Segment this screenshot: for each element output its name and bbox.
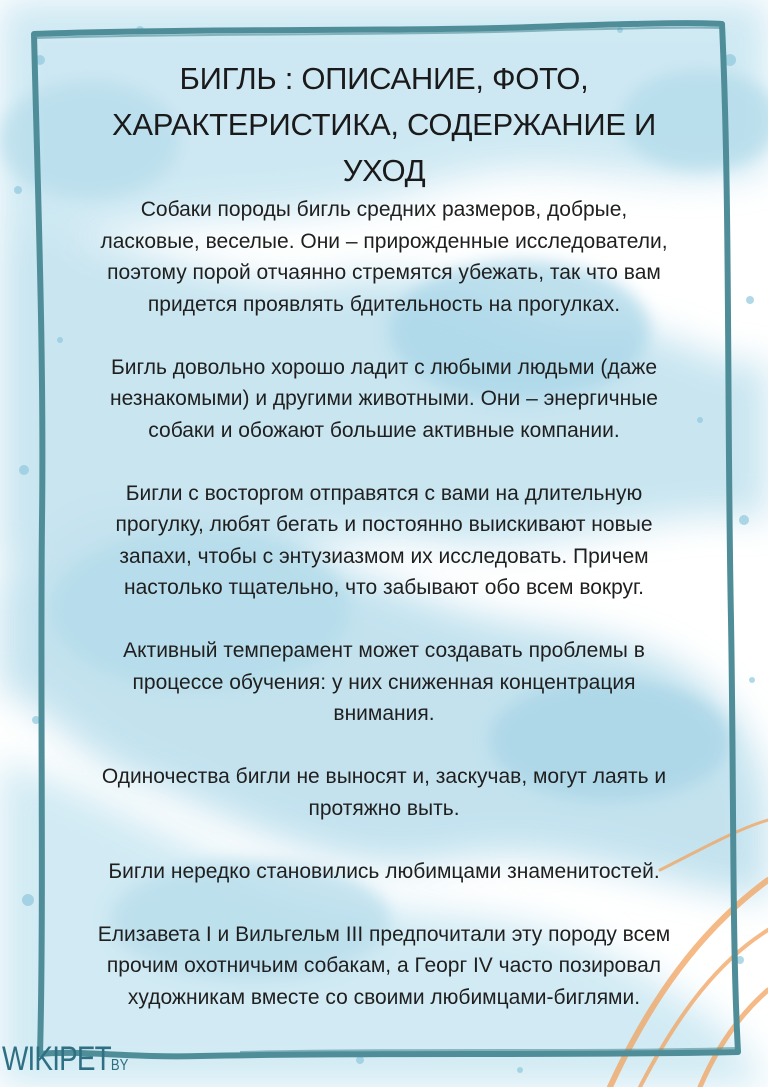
text-line: придется проявлять бдительность на прогулках. bbox=[147, 292, 621, 316]
paragraph-2 bbox=[60, 352, 708, 447]
text-line: прочим охотничьим собакам, а Георг IV часто позировал bbox=[106, 954, 662, 977]
text-line: внимания. bbox=[333, 702, 435, 725]
paragraph-3 bbox=[60, 478, 708, 604]
text-line: протяжно выть. bbox=[308, 796, 460, 820]
wikipet-logo bbox=[2, 1040, 128, 1079]
text-line: настолько тщательно, что забывают обо всем вокруг. bbox=[124, 576, 644, 599]
text-line: Бигли с восторгом отправятся с вами на длительную bbox=[125, 481, 643, 505]
text-line: Одиночества бигли не выносят и, заскучав, могут лаять и bbox=[101, 765, 667, 788]
paragraph-4 bbox=[60, 635, 708, 730]
text-line: Бигль довольно хорошо ладит с любыми людьми (даже bbox=[111, 355, 657, 379]
page-title bbox=[60, 56, 708, 194]
paragraph-6 bbox=[60, 856, 708, 888]
paragraph-gap bbox=[60, 824, 708, 856]
title-line-1: БИГЛЬ : ОПИСАНИЕ, ФОТО, bbox=[179, 61, 589, 96]
paragraph-gap bbox=[60, 446, 708, 478]
paragraph-gap bbox=[60, 604, 708, 636]
text-line: процессе обучения: у них сниженная концентрация bbox=[132, 670, 636, 694]
paragraph-5 bbox=[60, 761, 708, 824]
paragraph-gap bbox=[60, 887, 708, 919]
text-line: поэтому порой отчаянно стремятся убежать, так что вам bbox=[107, 261, 661, 284]
text-line: собаки и обожают большие активные компании. bbox=[148, 418, 620, 442]
paragraph-gap bbox=[60, 730, 708, 762]
paragraph-gap bbox=[60, 320, 708, 352]
logo-main: WIKIPET bbox=[2, 1040, 111, 1078]
paragraph-1 bbox=[60, 194, 708, 320]
text-line: Елизавета I и Вильгельм III предпочитали эту породу всем bbox=[97, 922, 671, 946]
text-line: Собаки породы бигль средних размеров, добрые, bbox=[140, 198, 628, 221]
text-line: незнакомыми) и другими животными. Они – энергичные bbox=[110, 387, 658, 410]
text-line: прогулку, любят бегать и постоянно выискивают новые bbox=[115, 513, 653, 536]
text-line: ласковые, веселые. Они – прирожденные исследователи, bbox=[100, 229, 668, 253]
title-line-2: ХАРАКТЕРИСТИКА, СОДЕРЖАНИЕ И bbox=[111, 107, 657, 142]
text-line: Бигли нередко становились любимцами знаменитостей. bbox=[108, 859, 660, 883]
title-line-3: УХОД bbox=[342, 153, 426, 188]
logo-suffix: BY bbox=[110, 1057, 129, 1074]
text-line: Активный темперамент может создавать проблемы в bbox=[123, 639, 645, 662]
article bbox=[60, 56, 708, 1013]
text-line: художникам вместе со своими любимцами-биглями. bbox=[127, 985, 641, 1009]
paragraph-7 bbox=[60, 919, 708, 1014]
text-line: запахи, чтобы с энтузиазмом их исследовать. Причем bbox=[119, 544, 649, 568]
